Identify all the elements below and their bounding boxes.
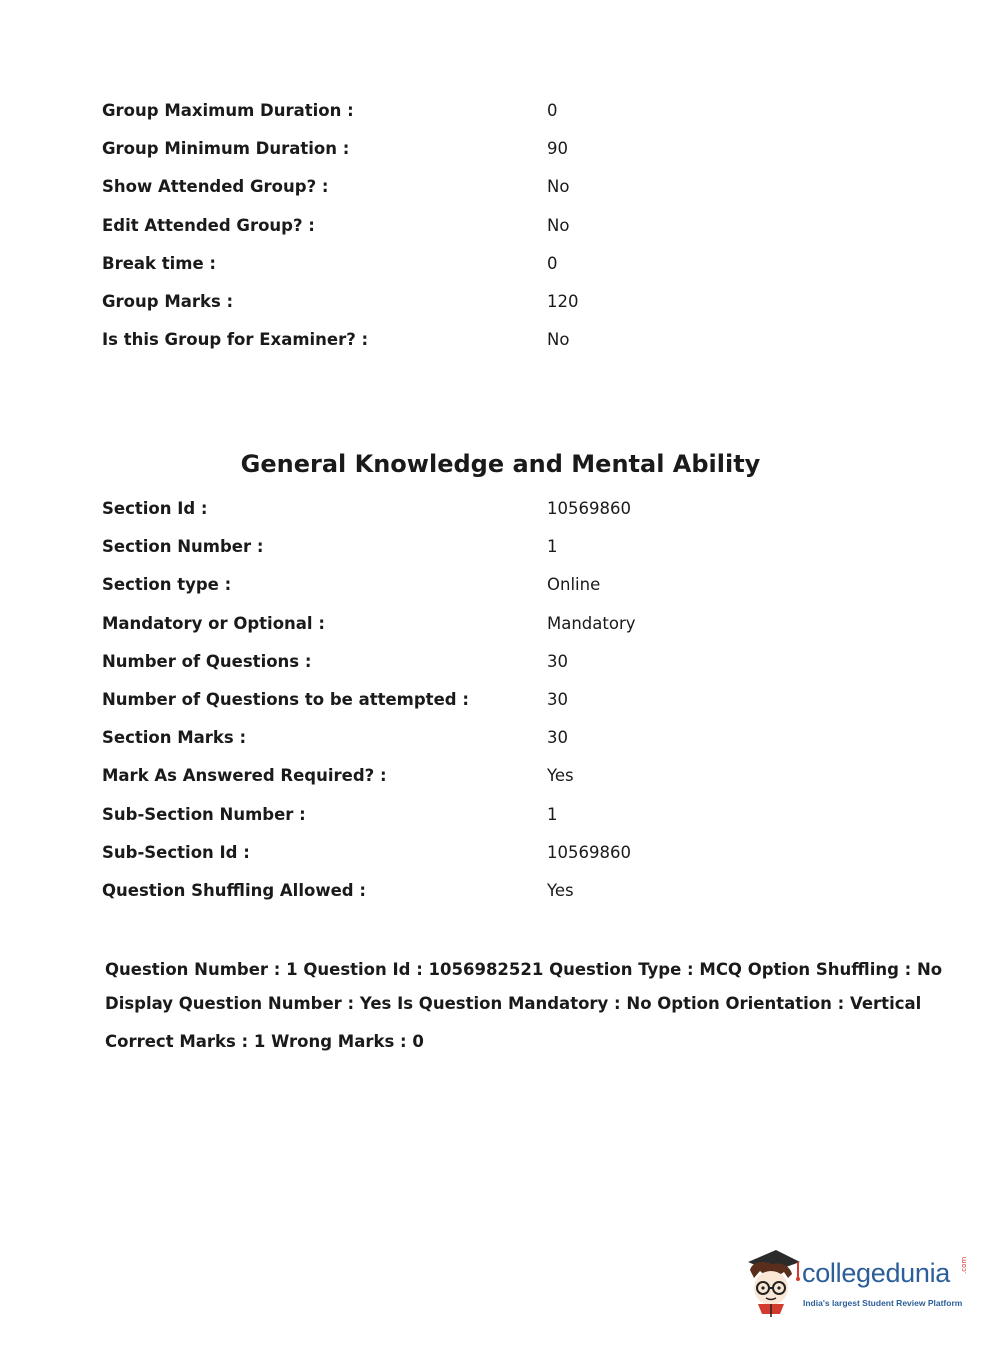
group-row-value: No [547, 177, 570, 197]
group-row-label: Edit Attended Group? : [102, 215, 315, 235]
logo-wordmark: collegedunia [802, 1258, 951, 1288]
section-row-label: Section type : [102, 575, 232, 595]
group-row [102, 216, 802, 254]
group-row-value: No [547, 215, 570, 235]
section-row [102, 499, 802, 537]
group-row [102, 254, 802, 292]
group-info-table [102, 101, 802, 368]
section-row [102, 690, 802, 728]
group-row-value: 0 [547, 253, 558, 273]
logo-tagline: India's largest Student Review Platform [803, 1298, 963, 1308]
group-row-label: Is this Group for Examiner? : [102, 330, 369, 350]
section-row-label: Section Marks : [102, 728, 247, 748]
section-row-value: Mandatory [547, 613, 636, 633]
group-row-value: 120 [547, 291, 579, 311]
group-row-value: 90 [547, 139, 568, 159]
section-row [102, 537, 802, 575]
group-row-value: 0 [547, 101, 558, 120]
section-row [102, 766, 802, 804]
group-row-value: No [547, 330, 570, 350]
group-row [102, 101, 802, 139]
section-row [102, 881, 802, 919]
section-row-label: Mandatory or Optional : [102, 613, 325, 633]
section-row-label: Sub-Section Id : [102, 842, 250, 862]
section-row-label: Sub-Section Number : [102, 804, 306, 824]
section-row [102, 575, 802, 613]
section-row-label: Section Id : [102, 499, 208, 518]
question-meta-line-1: Question Number : 1 Question Id : 1056982521 Question Type : MCQ Option Shuffling : No [105, 960, 943, 979]
section-row [102, 614, 802, 652]
section-row-value: 30 [547, 689, 568, 709]
section-row [102, 805, 802, 843]
section-row [102, 728, 802, 766]
section-row-label: Section Number : [102, 537, 264, 557]
group-row-label: Break time : [102, 253, 217, 273]
question-meta-line-3: Correct Marks : 1 Wrong Marks : 0 [105, 1032, 424, 1051]
group-row [102, 330, 802, 368]
section-row-value: Yes [547, 766, 574, 786]
section-row-value: 30 [547, 728, 568, 748]
section-row-label: Number of Questions to be attempted : [102, 689, 469, 709]
group-row-label: Group Minimum Duration : [102, 139, 350, 159]
section-row-value: Online [547, 575, 601, 595]
section-title: General Knowledge and Mental Ability [240, 450, 761, 478]
section-row-value: 30 [547, 651, 568, 671]
section-row-label: Question Shuffling Allowed : [102, 880, 366, 900]
group-row [102, 292, 802, 330]
section-row-label: Number of Questions : [102, 651, 312, 671]
section-row-value: 1 [547, 537, 558, 557]
group-row [102, 139, 802, 177]
group-row-label: Group Marks : [102, 291, 234, 311]
collegedunia-logo [742, 1248, 972, 1320]
section-row-value: 10569860 [547, 499, 631, 518]
section-row-value: 10569860 [547, 842, 631, 862]
group-row-label: Group Maximum Duration : [102, 101, 354, 120]
section-info-table [102, 499, 802, 919]
section-row [102, 652, 802, 690]
section-row-value: Yes [547, 880, 574, 900]
group-row [102, 177, 802, 215]
group-row-label: Show Attended Group? : [102, 177, 329, 197]
student-mascot-icon [742, 1248, 802, 1318]
section-row [102, 843, 802, 881]
question-meta-line-2: Display Question Number : Yes Is Question Mandatory : No Option Orientation : Vertical [105, 994, 922, 1013]
section-row-label: Mark As Answered Required? : [102, 766, 387, 786]
logo-dotcom: .com [960, 1256, 968, 1274]
section-row-value: 1 [547, 804, 558, 824]
